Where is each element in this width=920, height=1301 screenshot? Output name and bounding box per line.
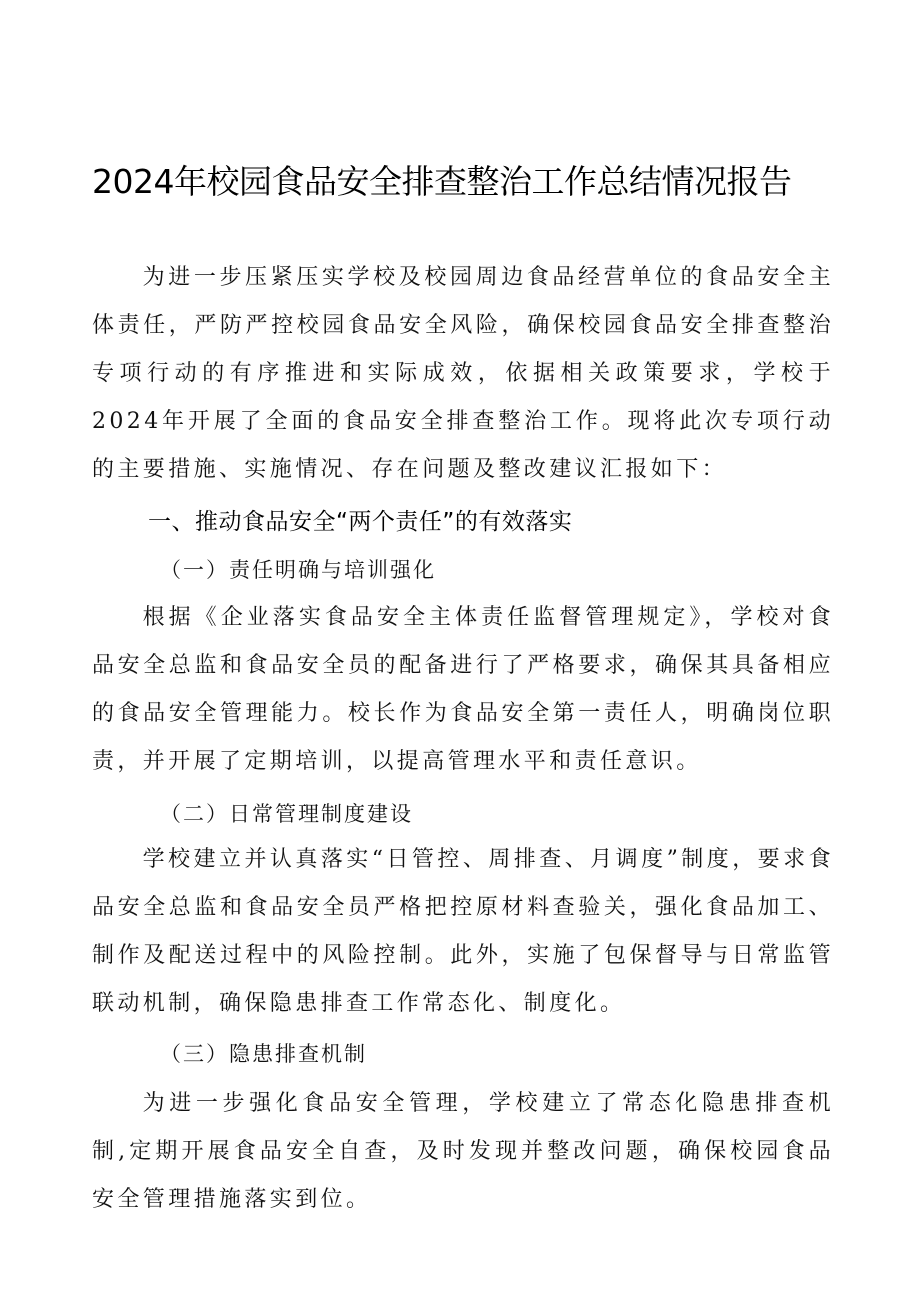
subsection-heading-1: （一）责任明确与培训强化 — [160, 558, 436, 582]
subsection-body-1: 根据《企业落实食品安全主体责任监督管理规定》，学校对食品安全总监和食品安全员的配备进行了严格要求，确保其具备相应的食品安全管理能力。校长作为食品安全第一责任人，明确岗位职责，并开展了定期培训，以提高管理水平和责任意识。 — [92, 605, 834, 774]
intro-paragraph: 为进一步压紧压实学校及校园周边食品经营单位的食品安全主体责任，严防严控校园食品安全风险，确保校园食品安全排查整治专项行动的有序推进和实际成效，依据相关政策要求，学校于2024年开展了全面的食品安全排查整治工作。现将此次专项行动的主要措施、实施情况、存在问题及整改建议汇报如下： — [92, 265, 834, 482]
subsection-body-3: 为进一步强化食品安全管理，学校建立了常态化隐患排查机制,定期开展食品安全自查，及时发现并整改问题，确保校园食品安全管理措施落实到位。 — [92, 1091, 834, 1212]
section-heading-1: 一、推动食品安全“两个责任”的有效落实 — [148, 509, 573, 535]
subsection-heading-2: （二）日常管理制度建设 — [160, 802, 413, 826]
subsection-body-2: 学校建立并认真落实“日管控、周排查、月调度”制度，要求食品安全总监和食品安全员严格把控原材料查验关，强化食品加工、制作及配送过程中的风险控制。此外，实施了包保督导与日常监管联动机制，确保隐患排查工作常态化、制度化。 — [92, 847, 834, 1016]
subsection-heading-3: （三）隐患排查机制 — [160, 1042, 367, 1066]
document-title: 2024年校园食品安全排查整治工作总结情况报告 — [92, 162, 792, 201]
